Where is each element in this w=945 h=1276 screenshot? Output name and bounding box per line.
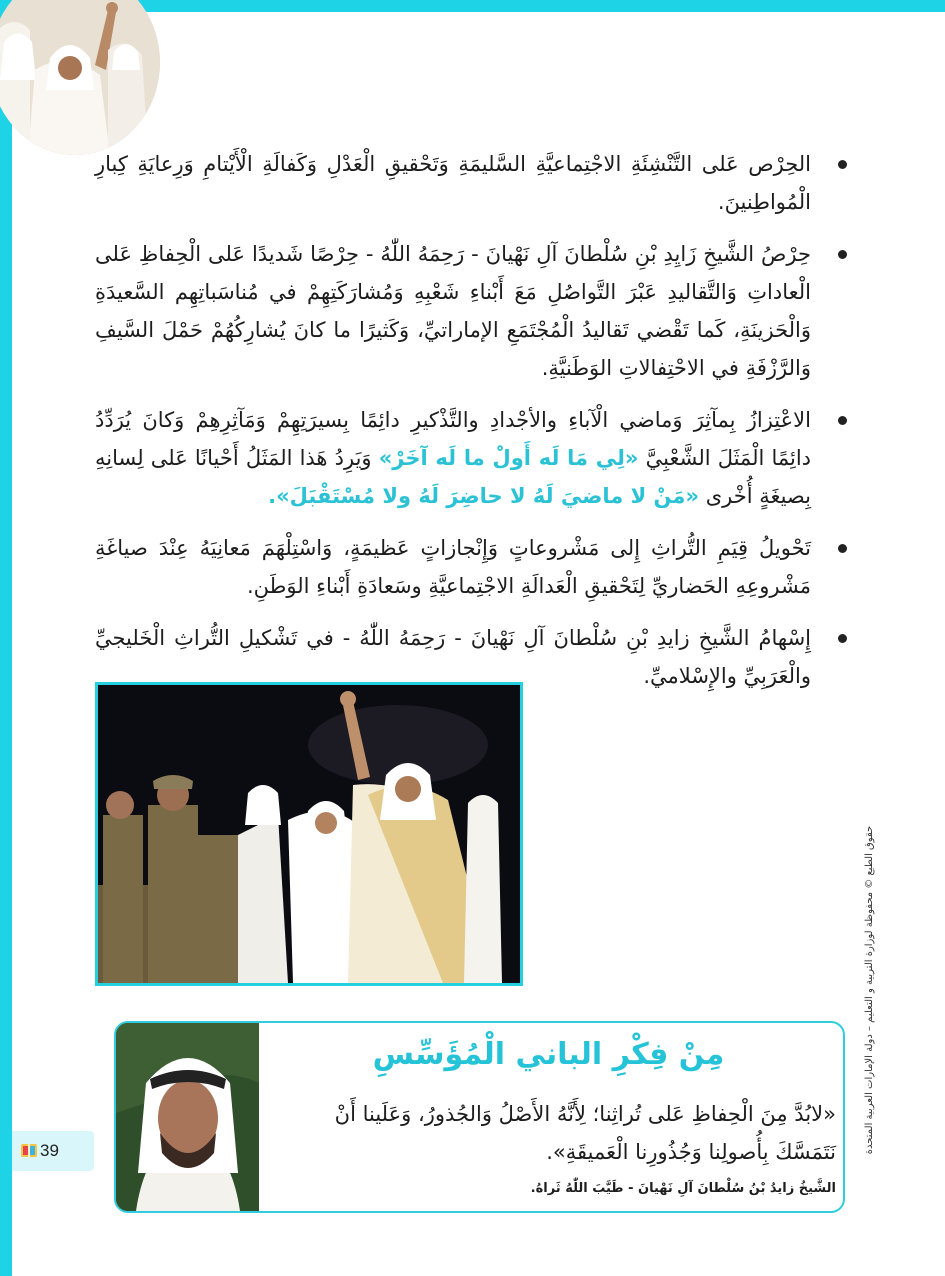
- bullet-dot-icon: [838, 416, 847, 425]
- proverb-highlight: «مَنْ لا ماضيَ لَهُ لا حاضِرَ لَهُ ولا مُسْتَقْبَلَ».: [268, 484, 700, 508]
- bullet-dot-icon: [838, 544, 847, 553]
- bullet-dot-icon: [838, 250, 847, 259]
- left-accent-bar: [0, 0, 12, 1276]
- bullet-text: الاعْتِزازُ بِمآثِرَ وَماضي الْآباءِ والأجْدادِ والتَّذْكيرِ دائِمًا بِسيرَتِهِمْ وَمَآثِرِهِمْ وَكانَ يُرَدِّدُ دائِمًا الْمَثَلَ الشَّعْبِيَّ: [95, 408, 812, 470]
- founder-portrait: [116, 1023, 259, 1211]
- bullet-dot-icon: [838, 634, 847, 643]
- bullet-dot-icon: [838, 160, 847, 169]
- bullet-item: [95, 145, 855, 221]
- bullet-item: [95, 401, 855, 515]
- main-photo: [95, 682, 523, 986]
- bullet-item: [95, 235, 855, 387]
- copyright-notice: حقوق الطبع © محفوظة لوزارة التربية و التعليم – دولة الإمارات العربية المتحدة: [864, 825, 875, 1155]
- proverb-highlight: «لِي مَا لَه أَولْ ما لَه آخَرْ»: [378, 446, 639, 470]
- bullet-item: [95, 529, 855, 605]
- bullet-text: وَيَرِدُ هَذا المَثَلُ أَحْيانًا عَلى لِسانِهِ بِصيغَةٍ أُخْرى: [95, 446, 811, 508]
- bullet-list: [95, 145, 855, 695]
- bullet-text: الحِرْص عَلى التَّنْشِئَةِ الاجْتِماعيَّةِ السَّليمَةِ وَتَحْقيقِ الْعَدْلِ وَكَفالَةِ الْأَيْتامِ وَرِعايَةِ كِبارِ الْمُواطِنينَ.: [95, 152, 811, 214]
- quote-signature: الشَّيخُ زايدُ بْنُ سُلْطانَ آلِ نَهْيانَ - طَيَّبَ اللّٰهُ ثَراهُ.: [530, 1181, 836, 1196]
- corner-photo: [0, 0, 160, 155]
- quote-title: مِنْ فِكْرِ الباني الْمُؤَسِّسِ: [372, 1037, 725, 1072]
- page-number: 39: [40, 1141, 59, 1160]
- founder-quote-box: [114, 1021, 845, 1213]
- bullet-text: إِسْهامُ الشَّيخِ زايدِ بْنِ سُلْطانَ آلِ نَهْيانَ - رَحِمَهُ اللّٰهُ - في تَشْكيلِ التُّراثِ الْخَليجيِّ والْعَرَبِيِّ والإِسْلاميِّ.: [95, 626, 811, 688]
- bullet-text: تَحْويلُ قِيَمِ التُّراثِ إِلى مَشْروعاتٍ وَإِنْجازاتٍ عَظيمَةٍ، وَاسْتِلْهَمَ مَعانِيَهُ عِنْدَ صياغَةِ مَشْروعِهِ الحَضاريِّ لِتَحْقيقِ الْعَدالَةِ الاجْتِماعيَّةِ وسَعادَةِ أَبْناءِ الوَطَنِ.: [95, 536, 811, 598]
- content-area: [95, 145, 855, 709]
- quote-text: «لابُدَّ مِنَ الْحِفاظِ عَلى تُراثِنا؛ لِأَنَّهُ الأَصْلُ وَالجُذورُ، وَعَلَينا أَنْ نَتَمَسَّكَ بِأُصولِنا وَجُذُورِنا الْعَميقَةِ».: [334, 1102, 836, 1164]
- bullet-text: حِرْصُ الشَّيخِ زَايِدِ بْنِ سُلْطانَ آلِ نَهْيانَ - رَحِمَهُ اللّٰهُ - حِرْصًا شَديدًا عَلى الْحِفاظِ عَلى الْعاداتِ وَالتَّقاليدِ عَبْرَ التَّواصُلِ مَعَ أَبْناءِ شَعْبِهِ وَمُشارَكَتِهِمْ في مُناسَباتِهِم السَّعيدَةِ وَالْحَزينَةِ، كَما تَقْضي تَقاليدُ الْمُجْتَمَعِ الإماراتيِّ، وَكَثيرًا ما كانَ يُشارِكُهُمْ حَمْلَ السَّيفِ وَالرَّزْفَةِ في الاحْتِفالاتِ الوَطَنيَّةِ.: [95, 242, 811, 380]
- book-icon: [20, 1141, 38, 1159]
